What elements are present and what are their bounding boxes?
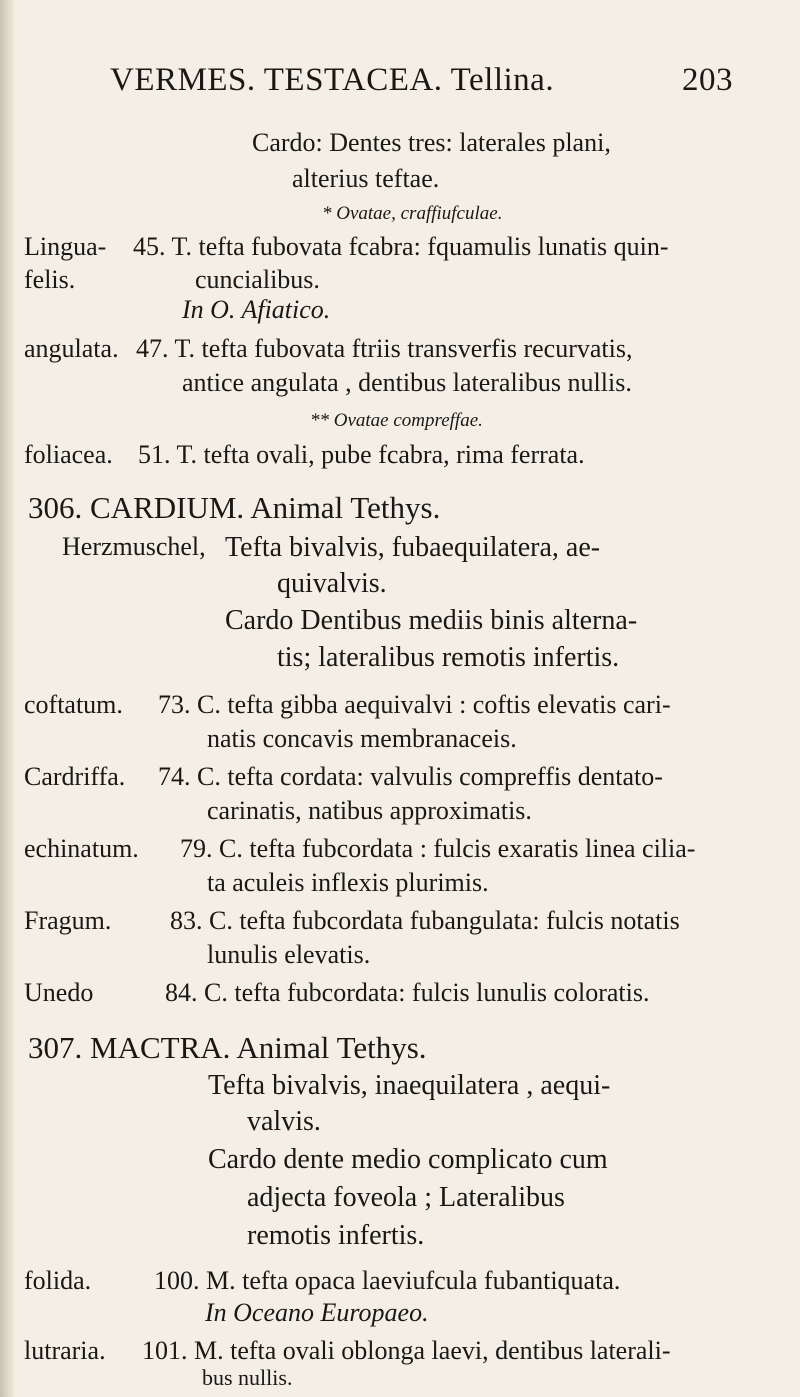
habitat-line: In Oceano Europaeo. <box>205 1298 429 1327</box>
species-label: foliacea. <box>24 440 113 469</box>
species-description: 101. M. tefta ovali oblonga laevi, dentibus laterali- <box>142 1336 671 1365</box>
species-description-cont: antice angulata , dentibus lateralibus nullis. <box>182 368 632 397</box>
species-description-cont: ta aculeis inflexis plurimis. <box>207 868 489 897</box>
subsection-heading: * Ovatae, craffiufculae. <box>322 203 503 224</box>
genus-cardo-line2: adjecta foveola ; Lateralibus <box>247 1182 565 1213</box>
subsection-heading: ** Ovatae compreffae. <box>310 410 483 431</box>
species-description: 47. T. tefta fubovata ftriis transverfis recurvatis, <box>136 334 633 363</box>
species-label: felis. <box>24 265 76 294</box>
species-description-cont: cuncialibus. <box>195 265 320 294</box>
genus-heading: 307. MACTRA. Animal Tethys. <box>28 1030 427 1065</box>
page-number: 203 <box>682 62 733 98</box>
species-description: 73. C. tefta gibba aequivalvi : coftis elevatis cari- <box>158 690 671 719</box>
species-description: 100. M. tefta opaca laeviufcula fubantiquata. <box>154 1266 621 1295</box>
genus-heading: 306. CARDIUM. Animal Tethys. <box>28 490 441 525</box>
genus-cardo-line1: Cardo: Dentes tres: laterales plani, <box>252 128 611 157</box>
genus-testa-line2: valvis. <box>247 1106 321 1137</box>
species-description: 51. T. tefta ovali, pube fcabra, rima ferrata. <box>138 440 585 469</box>
species-description: 83. C. tefta fubcordata fubangulata: fulcis notatis <box>170 906 680 935</box>
species-label: Unedo <box>24 978 94 1007</box>
species-description-cont: bus nullis. <box>202 1365 293 1390</box>
species-label: Fragum. <box>24 906 112 935</box>
species-label: folida. <box>24 1266 92 1295</box>
species-label: Cardriffa. <box>24 762 126 791</box>
genus-cardo-line1: Cardo dente medio complicato cum <box>208 1144 608 1175</box>
species-label: coftatum. <box>24 690 123 719</box>
genus-cardo-line2: alterius teftae. <box>292 164 440 193</box>
genus-cardo-line2: tis; lateralibus remotis infertis. <box>277 642 620 673</box>
species-description-cont: lunulis elevatis. <box>207 940 371 969</box>
genus-testa-line2: quivalvis. <box>277 568 387 599</box>
species-description: 84. C. tefta fubcordata: fulcis lunulis coloratis. <box>165 978 650 1007</box>
habitat-line: In O. Afiatico. <box>182 295 331 324</box>
species-description: 74. C. tefta cordata: valvulis compreffis dentato- <box>158 762 663 791</box>
species-label: angulata. <box>24 334 119 363</box>
species-description: 79. C. tefta fubcordata : fulcis exaratis linea cilia- <box>180 834 696 863</box>
page-gutter-shadow <box>0 0 14 1397</box>
running-title: VERMES. TESTACEA. Tellina. <box>110 62 555 98</box>
running-header <box>110 62 733 99</box>
species-description: 45. T. tefta fubovata fcabra: fquamulis lunatis quin- <box>133 232 669 261</box>
genus-testa-line1: Tefta bivalvis, inaequilatera , aequi- <box>208 1070 611 1101</box>
genus-cardo-line1: Cardo Dentibus mediis binis alterna- <box>225 605 638 636</box>
genus-testa-line1: Tefta bivalvis, fubaequilatera, ae- <box>225 532 601 563</box>
species-label: echinatum. <box>24 834 139 863</box>
species-label: Lingua- <box>24 232 107 261</box>
genus-cardo-line3: remotis infertis. <box>247 1220 425 1251</box>
species-description-cont: natis concavis membranaceis. <box>207 724 517 753</box>
species-label: lutraria. <box>24 1336 106 1365</box>
species-description-cont: carinatis, natibus approximatis. <box>207 796 532 825</box>
genus-vernacular: Herzmuschel, <box>62 532 206 561</box>
